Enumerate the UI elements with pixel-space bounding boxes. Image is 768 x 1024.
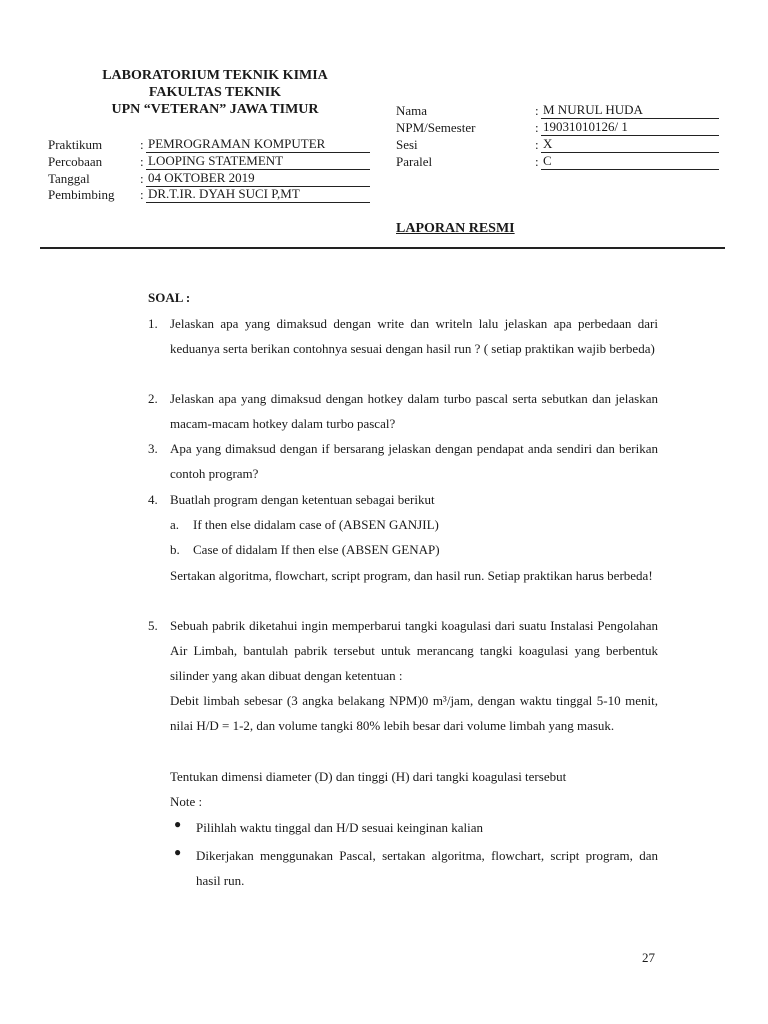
field-value: 04 OKTOBER 2019 xyxy=(146,171,370,187)
field-colon: : xyxy=(535,154,539,169)
field-label: Percobaan xyxy=(48,154,103,169)
lab-name: LABORATORIUM TEKNIK KIMIA xyxy=(102,68,328,83)
question-text: Apa yang dimaksud dengan if bersarang jelaskan dengan pendapat anda sendiri dan berikan contoh program? xyxy=(170,441,658,481)
bullet-icon: ● xyxy=(174,817,182,831)
page-number: 27 xyxy=(642,950,655,965)
field-colon: : xyxy=(140,187,144,202)
bullet-icon: ● xyxy=(174,845,182,859)
field-colon: : xyxy=(140,137,144,152)
field-value: C xyxy=(541,154,719,170)
sub-item-text: If then else didalam case of (ABSEN GANJIL) xyxy=(193,517,439,532)
bullet-text: Dikerjakan menggunakan Pascal, sertakan algoritma, flowchart, script program, dan hasil run. xyxy=(196,848,658,888)
field-value: M NURUL HUDA xyxy=(541,103,719,119)
sub-item-text: Case of didalam If then else (ABSEN GENAP) xyxy=(193,542,440,557)
field-label: Praktikum xyxy=(48,137,103,152)
field-label: Nama xyxy=(396,103,428,118)
field-colon: : xyxy=(140,154,144,169)
question-text: Jelaskan apa yang dimaksud dengan hotkey dalam turbo pascal serta sebutkan dan jelaskan macam-macam hotkey dalam turbo pascal? xyxy=(170,391,658,431)
field-colon: : xyxy=(535,137,539,152)
question-number: 5. xyxy=(148,618,158,633)
tentukan-text: Tentukan dimensi diameter (D) dan tinggi (H) dari tangki koagulasi tersebut xyxy=(170,769,567,784)
field-value: PEMROGRAMAN KOMPUTER xyxy=(146,137,370,153)
bullet-text: Pilihlah waktu tinggal dan H/D sesuai keinginan kalian xyxy=(196,820,484,835)
question-number: 4. xyxy=(148,492,158,507)
field-label: Pembimbing xyxy=(48,187,115,202)
question-text: Buatlah program dengan ketentuan sebagai berikut xyxy=(170,492,435,507)
field-value: DR.T.IR. DYAH SUCI P,MT xyxy=(146,187,370,203)
note-label: Note : xyxy=(170,794,203,809)
field-label: Tanggal xyxy=(48,171,90,186)
header-divider xyxy=(40,247,725,249)
field-value: 19031010126/ 1 xyxy=(541,120,719,136)
university-name: UPN “VETERAN” JAWA TIMUR xyxy=(111,102,319,117)
field-label: Sesi xyxy=(396,137,418,152)
question-number: 3. xyxy=(148,441,158,456)
question-text: Jelaskan apa yang dimaksud dengan write dan writeln lalu jelaskan apa perbedaan dari keduanya serta berikan contohnya sesuai dengan hasil run ? ( setiap praktikan wajib berbeda) xyxy=(170,316,658,356)
question-number: 1. xyxy=(148,316,158,331)
field-label: NPM/Semester xyxy=(396,120,476,135)
sub-item-label: a. xyxy=(170,517,180,532)
question-extra-text: Sertakan algoritma, flowchart, script program, dan hasil run. Setiap praktikan harus berbeda! xyxy=(170,568,653,583)
sub-item-label: b. xyxy=(170,542,180,557)
field-value: LOOPING STATEMENT xyxy=(146,154,370,170)
debit-text: Debit limbah sebesar (3 angka belakang NPM)0 m³/jam, dengan waktu tinggal 5-10 menit, nilai H/D = 1-2, dan volume tangki 80% lebih besar dari volume limbah yang masuk. xyxy=(170,693,658,733)
field-colon: : xyxy=(535,120,539,135)
field-value: X xyxy=(541,137,719,153)
field-colon: : xyxy=(535,103,539,118)
field-colon: : xyxy=(140,171,144,186)
soal-heading: SOAL : xyxy=(148,290,191,305)
report-title: LAPORAN RESMI xyxy=(396,221,515,236)
faculty-name: FAKULTAS TEKNIK xyxy=(148,85,282,100)
question-text: Sebuah pabrik diketahui ingin memperbarui tangki koagulasi dari suatu Instalasi Pengolahan Air Limbah, bantulah pabrik tersebut untuk merancang tangki koagulasi yang berbentuk silinder yang akan dibuat dengan ketentuan : xyxy=(170,618,658,683)
field-label: Paralel xyxy=(396,154,433,169)
question-number: 2. xyxy=(148,391,158,406)
